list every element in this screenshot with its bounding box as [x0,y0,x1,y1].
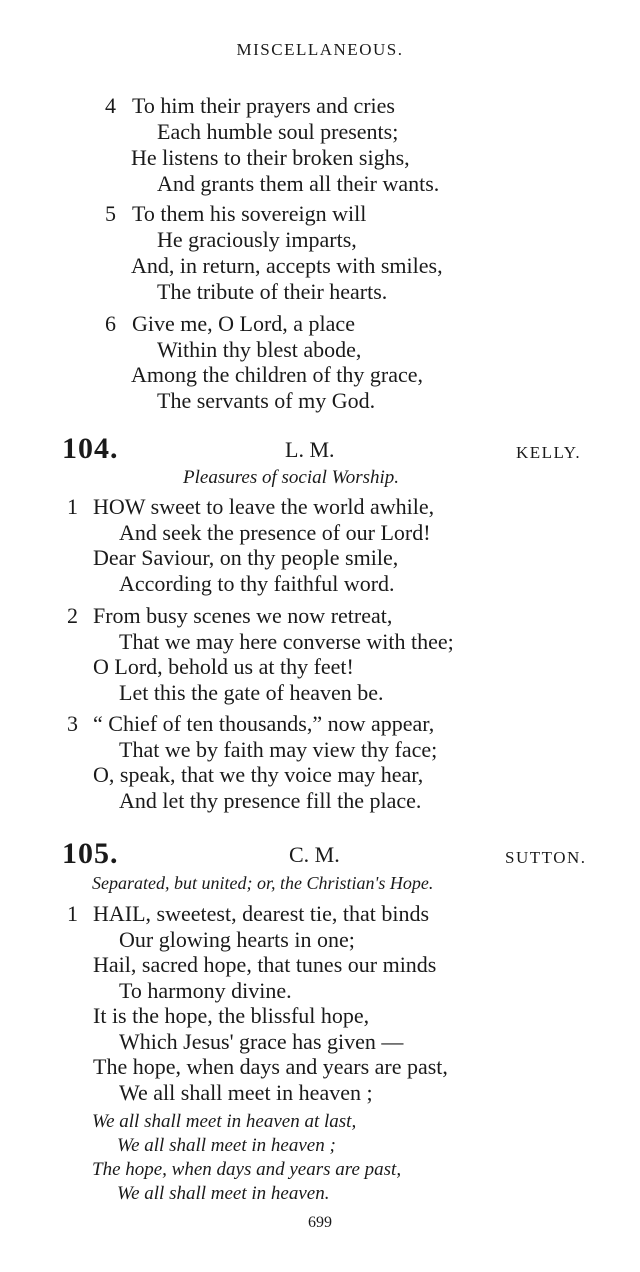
verse-line: And grants them all their wants. [157,171,440,196]
verse-line: “ Chief of ten thousands,” now appear, [93,711,435,736]
verse-line: Each humble soul presents; [157,119,399,144]
verse-line: Hail, sacred hope, that tunes our minds [93,952,437,977]
verse-line: The tribute of their hearts. [157,279,388,304]
verse-line: We all shall meet in heaven ; [119,1080,373,1105]
hymn-author: SUTTON. [505,848,587,867]
verse-line: Within thy blest abode, [157,337,362,362]
hymn-number: 105. [62,837,119,870]
refrain-line: We all shall meet in heaven ; [117,1135,336,1156]
verse-number: 4 [105,93,116,118]
verse-number: 5 [105,201,116,226]
verse-line: To them his sovereign will [132,201,367,226]
verse-number: 6 [105,311,116,336]
verse-line: Our glowing hearts in one; [119,927,355,952]
verse-line: Which Jesus' grace has given — [119,1029,404,1054]
verse-line: O, speak, that we thy voice may hear, [93,762,424,787]
verse-number: 2 [67,603,78,628]
verse-line: According to thy faithful word. [119,571,395,596]
verse-line: And let thy presence fill the place. [119,788,422,813]
refrain-line: We all shall meet in heaven at last, [92,1111,357,1132]
verse-line: Let this the gate of heaven be. [119,680,384,705]
verse-number: 1 [67,901,78,926]
verse-line: To harmony divine. [119,978,292,1003]
hymn-meter: L. M. [285,437,335,462]
verse-line: He graciously imparts, [157,227,357,252]
verse-line: O Lord, behold us at thy feet! [93,654,354,679]
hymn-author: KELLY. [516,443,582,462]
running-header: MISCELLANEOUS. [236,40,404,59]
verse-line: That we by faith may view thy face; [119,737,438,762]
verse-line: And, in return, accepts with smiles, [131,253,443,278]
verse-line: Among the children of thy grace, [131,362,424,387]
verse-line: HOW sweet to leave the world awhile, [93,494,435,519]
hymn-number: 104. [62,432,119,465]
verse-line: To him their prayers and cries [132,93,395,118]
verse-line: And seek the presence of our Lord! [119,520,431,545]
hymn-meter: C. M. [289,842,340,867]
refrain-line: The hope, when days and years are past, [92,1159,402,1180]
verse-line: It is the hope, the blissful hope, [93,1003,370,1028]
verse-line: The hope, when days and years are past, [93,1054,448,1079]
verse-line: From busy scenes we now retreat, [93,603,393,628]
verse-number: 3 [67,711,78,736]
verse-line: Dear Saviour, on thy people smile, [93,545,399,570]
verse-line: That we may here converse with thee; [119,629,454,654]
page-number: 699 [308,1214,332,1231]
hymn-subtitle: Pleasures of social Worship. [183,467,400,488]
verse-line: HAIL, sweetest, dearest tie, that binds [93,901,430,926]
verse-number: 1 [67,494,78,519]
hymn-subtitle: Separated, but united; or, the Christian's Hope. [92,873,434,893]
verse-line: He listens to their broken sighs, [131,145,410,170]
verse-line: Give me, O Lord, a place [132,311,355,336]
refrain-line: We all shall meet in heaven. [117,1183,330,1204]
verse-line: The servants of my God. [157,388,376,413]
